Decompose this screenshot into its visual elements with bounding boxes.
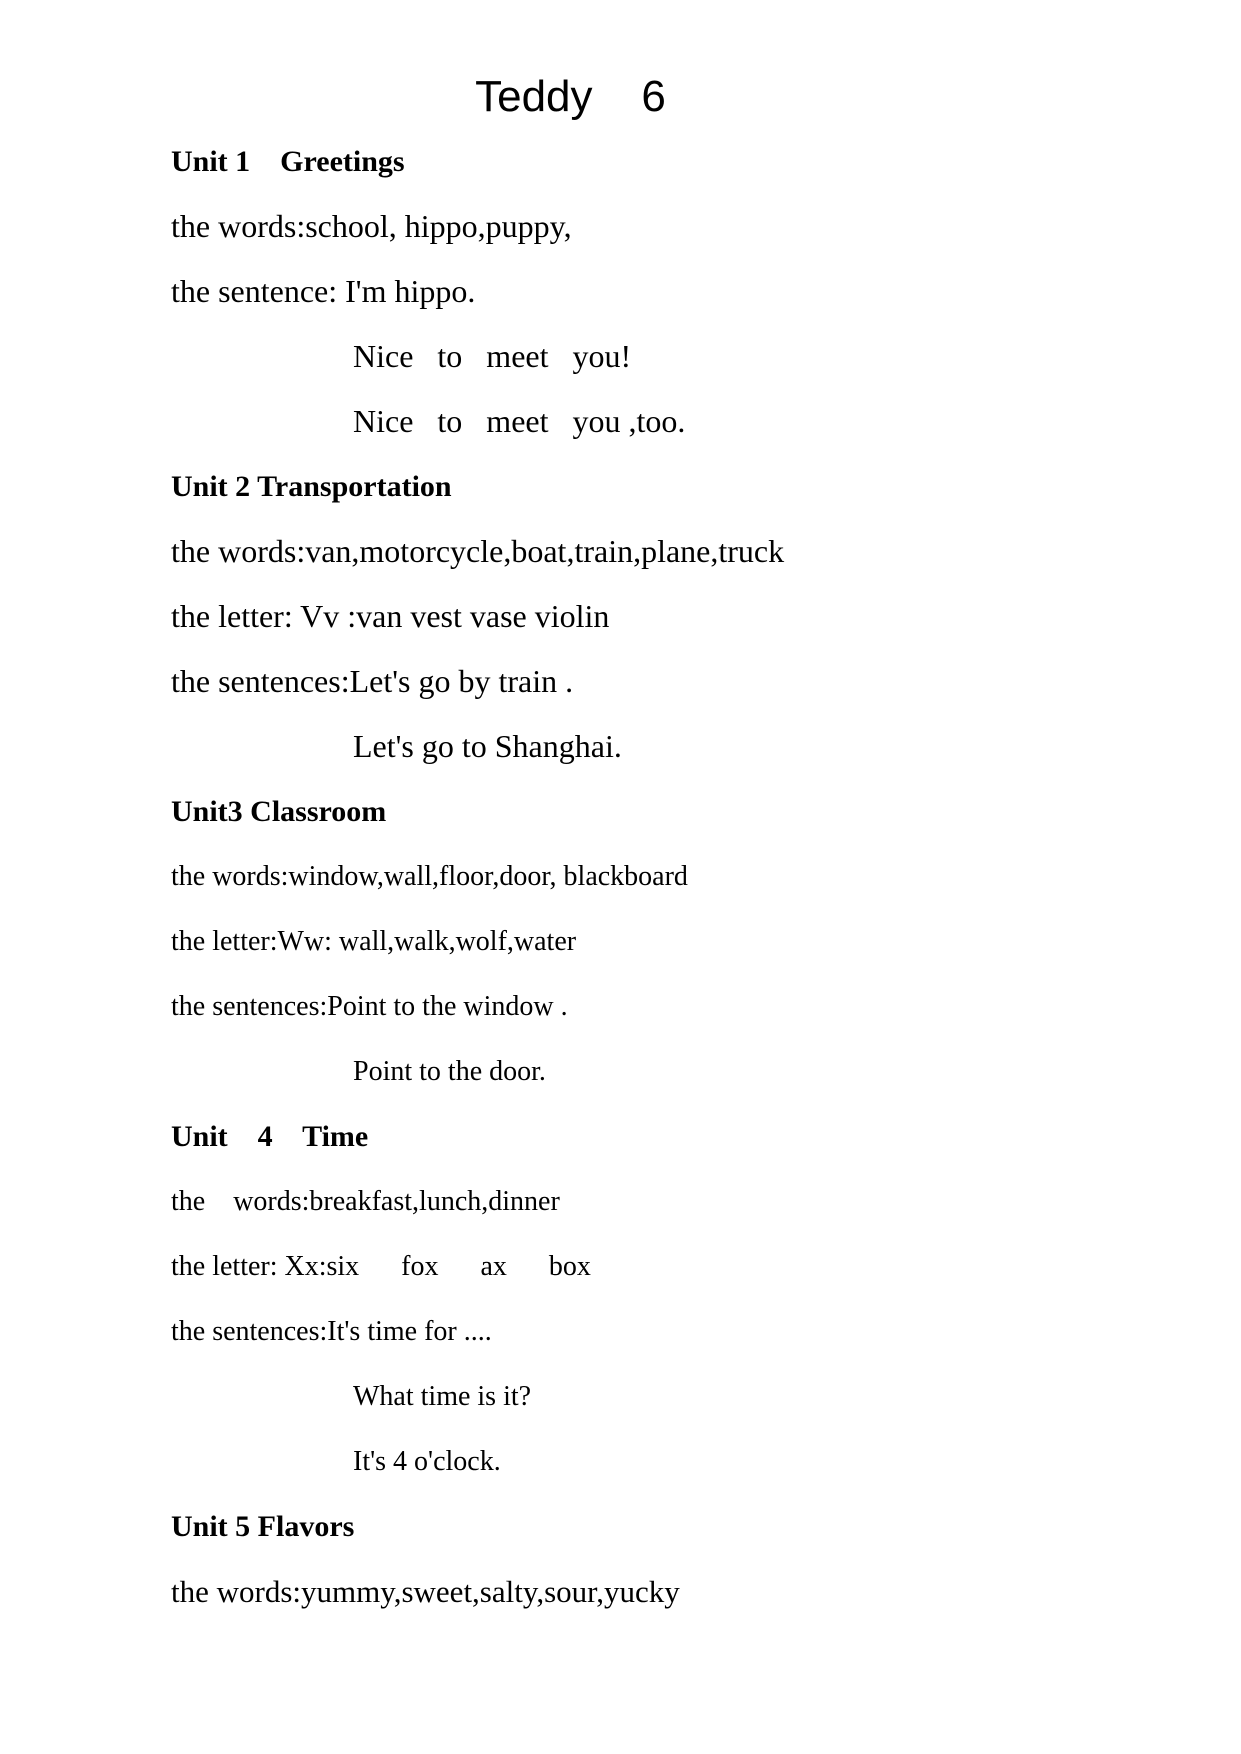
unit-3-sentences-line: the sentences:Point to the window . <box>171 991 568 1022</box>
page-title: Teddy 6 <box>475 72 666 121</box>
unit-2-sentences-line: the sentences:Let's go by train . <box>171 663 574 699</box>
unit-4-sentences-line: the sentences:It's time for .... <box>171 1316 492 1347</box>
unit-1-nice-to-meet-you-too-line: Nice to meet you ,too. <box>353 403 686 439</box>
unit-1-sentence-line: the sentence: I'm hippo. <box>171 273 476 309</box>
unit-4-heading: Unit 4 Time <box>171 1120 369 1153</box>
unit-2-shanghai-line: Let's go to Shanghai. <box>353 728 622 764</box>
unit-5-words-line: the words:yummy,sweet,salty,sour,yucky <box>171 1574 680 1609</box>
unit-4-letter-line: the letter: Xx:six fox ax box <box>171 1251 591 1282</box>
unit-4-words-line: the words:breakfast,lunch,dinner <box>171 1186 560 1217</box>
unit-3-words-line: the words:window,wall,floor,door, blackboard <box>171 861 688 892</box>
unit-1-words-line: the words:school, hippo,puppy, <box>171 208 572 244</box>
unit-4-what-time-line: What time is it? <box>353 1381 532 1412</box>
unit-1-nice-to-meet-you-line: Nice to meet you! <box>353 338 632 374</box>
unit-2-heading: Unit 2 Transportation <box>171 470 452 503</box>
unit-3-letter-line: the letter:Ww: wall,walk,wolf,water <box>171 926 577 957</box>
unit-3-point-to-door-line: Point to the door. <box>353 1056 546 1087</box>
unit-1-heading: Unit 1 Greetings <box>171 145 405 178</box>
unit-5-heading: Unit 5 Flavors <box>171 1510 355 1543</box>
unit-2-letter-line: the letter: Vv :van vest vase violin <box>171 598 610 634</box>
unit-2-words-line: the words:van,motorcycle,boat,train,plane,truck <box>171 533 785 569</box>
unit-3-heading: Unit3 Classroom <box>171 795 387 828</box>
unit-4-oclock-line: It's 4 o'clock. <box>353 1446 501 1477</box>
